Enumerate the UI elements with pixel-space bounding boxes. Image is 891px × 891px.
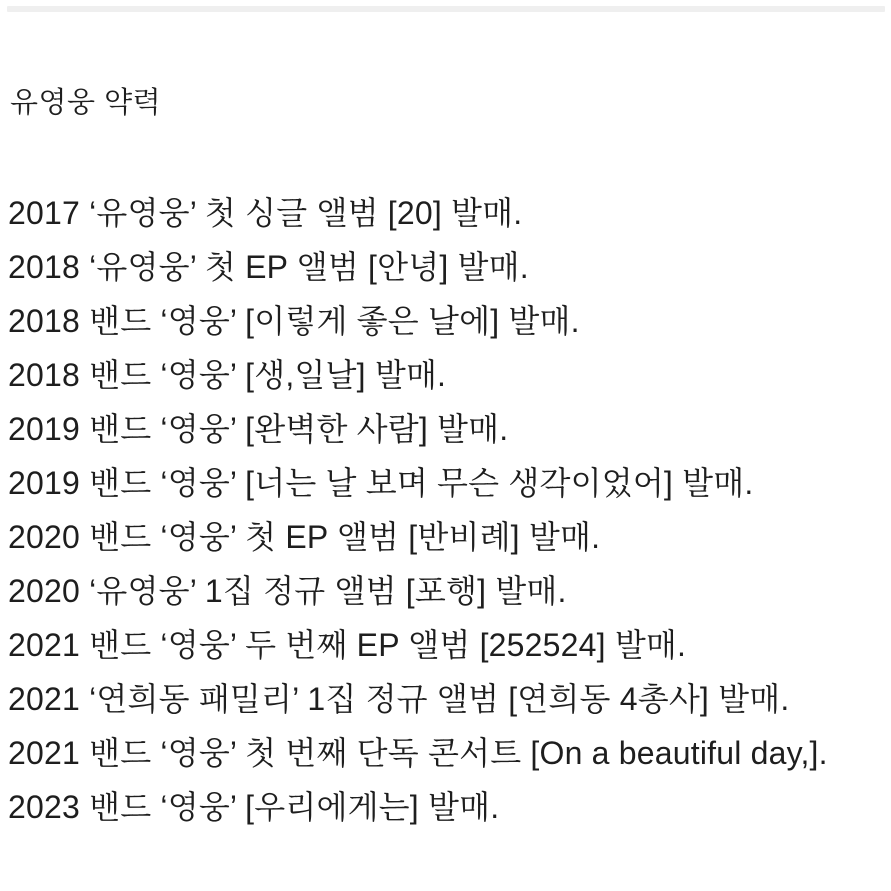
bio-list	[8, 186, 891, 834]
bio-entry: 2019 밴드 ‘영웅’ [너는 날 보며 무슨 생각이었어] 발매.	[8, 465, 754, 501]
bio-entry: 2023 밴드 ‘영웅’ [우리에게는] 발매.	[8, 789, 500, 825]
bio-entry: 2021 밴드 ‘영웅’ 첫 번째 단독 콘서트 [On a beautiful day,].	[8, 735, 828, 771]
bio-entry: 2018 ‘유영웅’ 첫 EP 앨범 [안녕] 발매.	[8, 249, 529, 285]
page-title: 유영웅 약력	[10, 87, 162, 119]
bio-entry: 2019 밴드 ‘영웅’ [완벽한 사람] 발매.	[8, 411, 509, 447]
top-divider	[7, 6, 885, 12]
bio-entry: 2020 ‘유영웅’ 1집 정규 앨범 [포행] 발매.	[8, 573, 567, 609]
bio-entry: 2017 ‘유영웅’ 첫 싱글 앨범 [20] 발매.	[8, 195, 523, 231]
bio-entry: 2020 밴드 ‘영웅’ 첫 EP 앨범 [반비례] 발매.	[8, 519, 601, 555]
bio-entry: 2018 밴드 ‘영웅’ [생,일날] 발매.	[8, 357, 447, 393]
bio-entry: 2021 ‘연희동 패밀리’ 1집 정규 앨범 [연희동 4총사] 발매.	[8, 681, 790, 717]
bio-entry: 2021 밴드 ‘영웅’ 두 번째 EP 앨범 [252524] 발매.	[8, 627, 687, 663]
bio-entry: 2018 밴드 ‘영웅’ [이렇게 좋은 날에] 발매.	[8, 303, 580, 339]
